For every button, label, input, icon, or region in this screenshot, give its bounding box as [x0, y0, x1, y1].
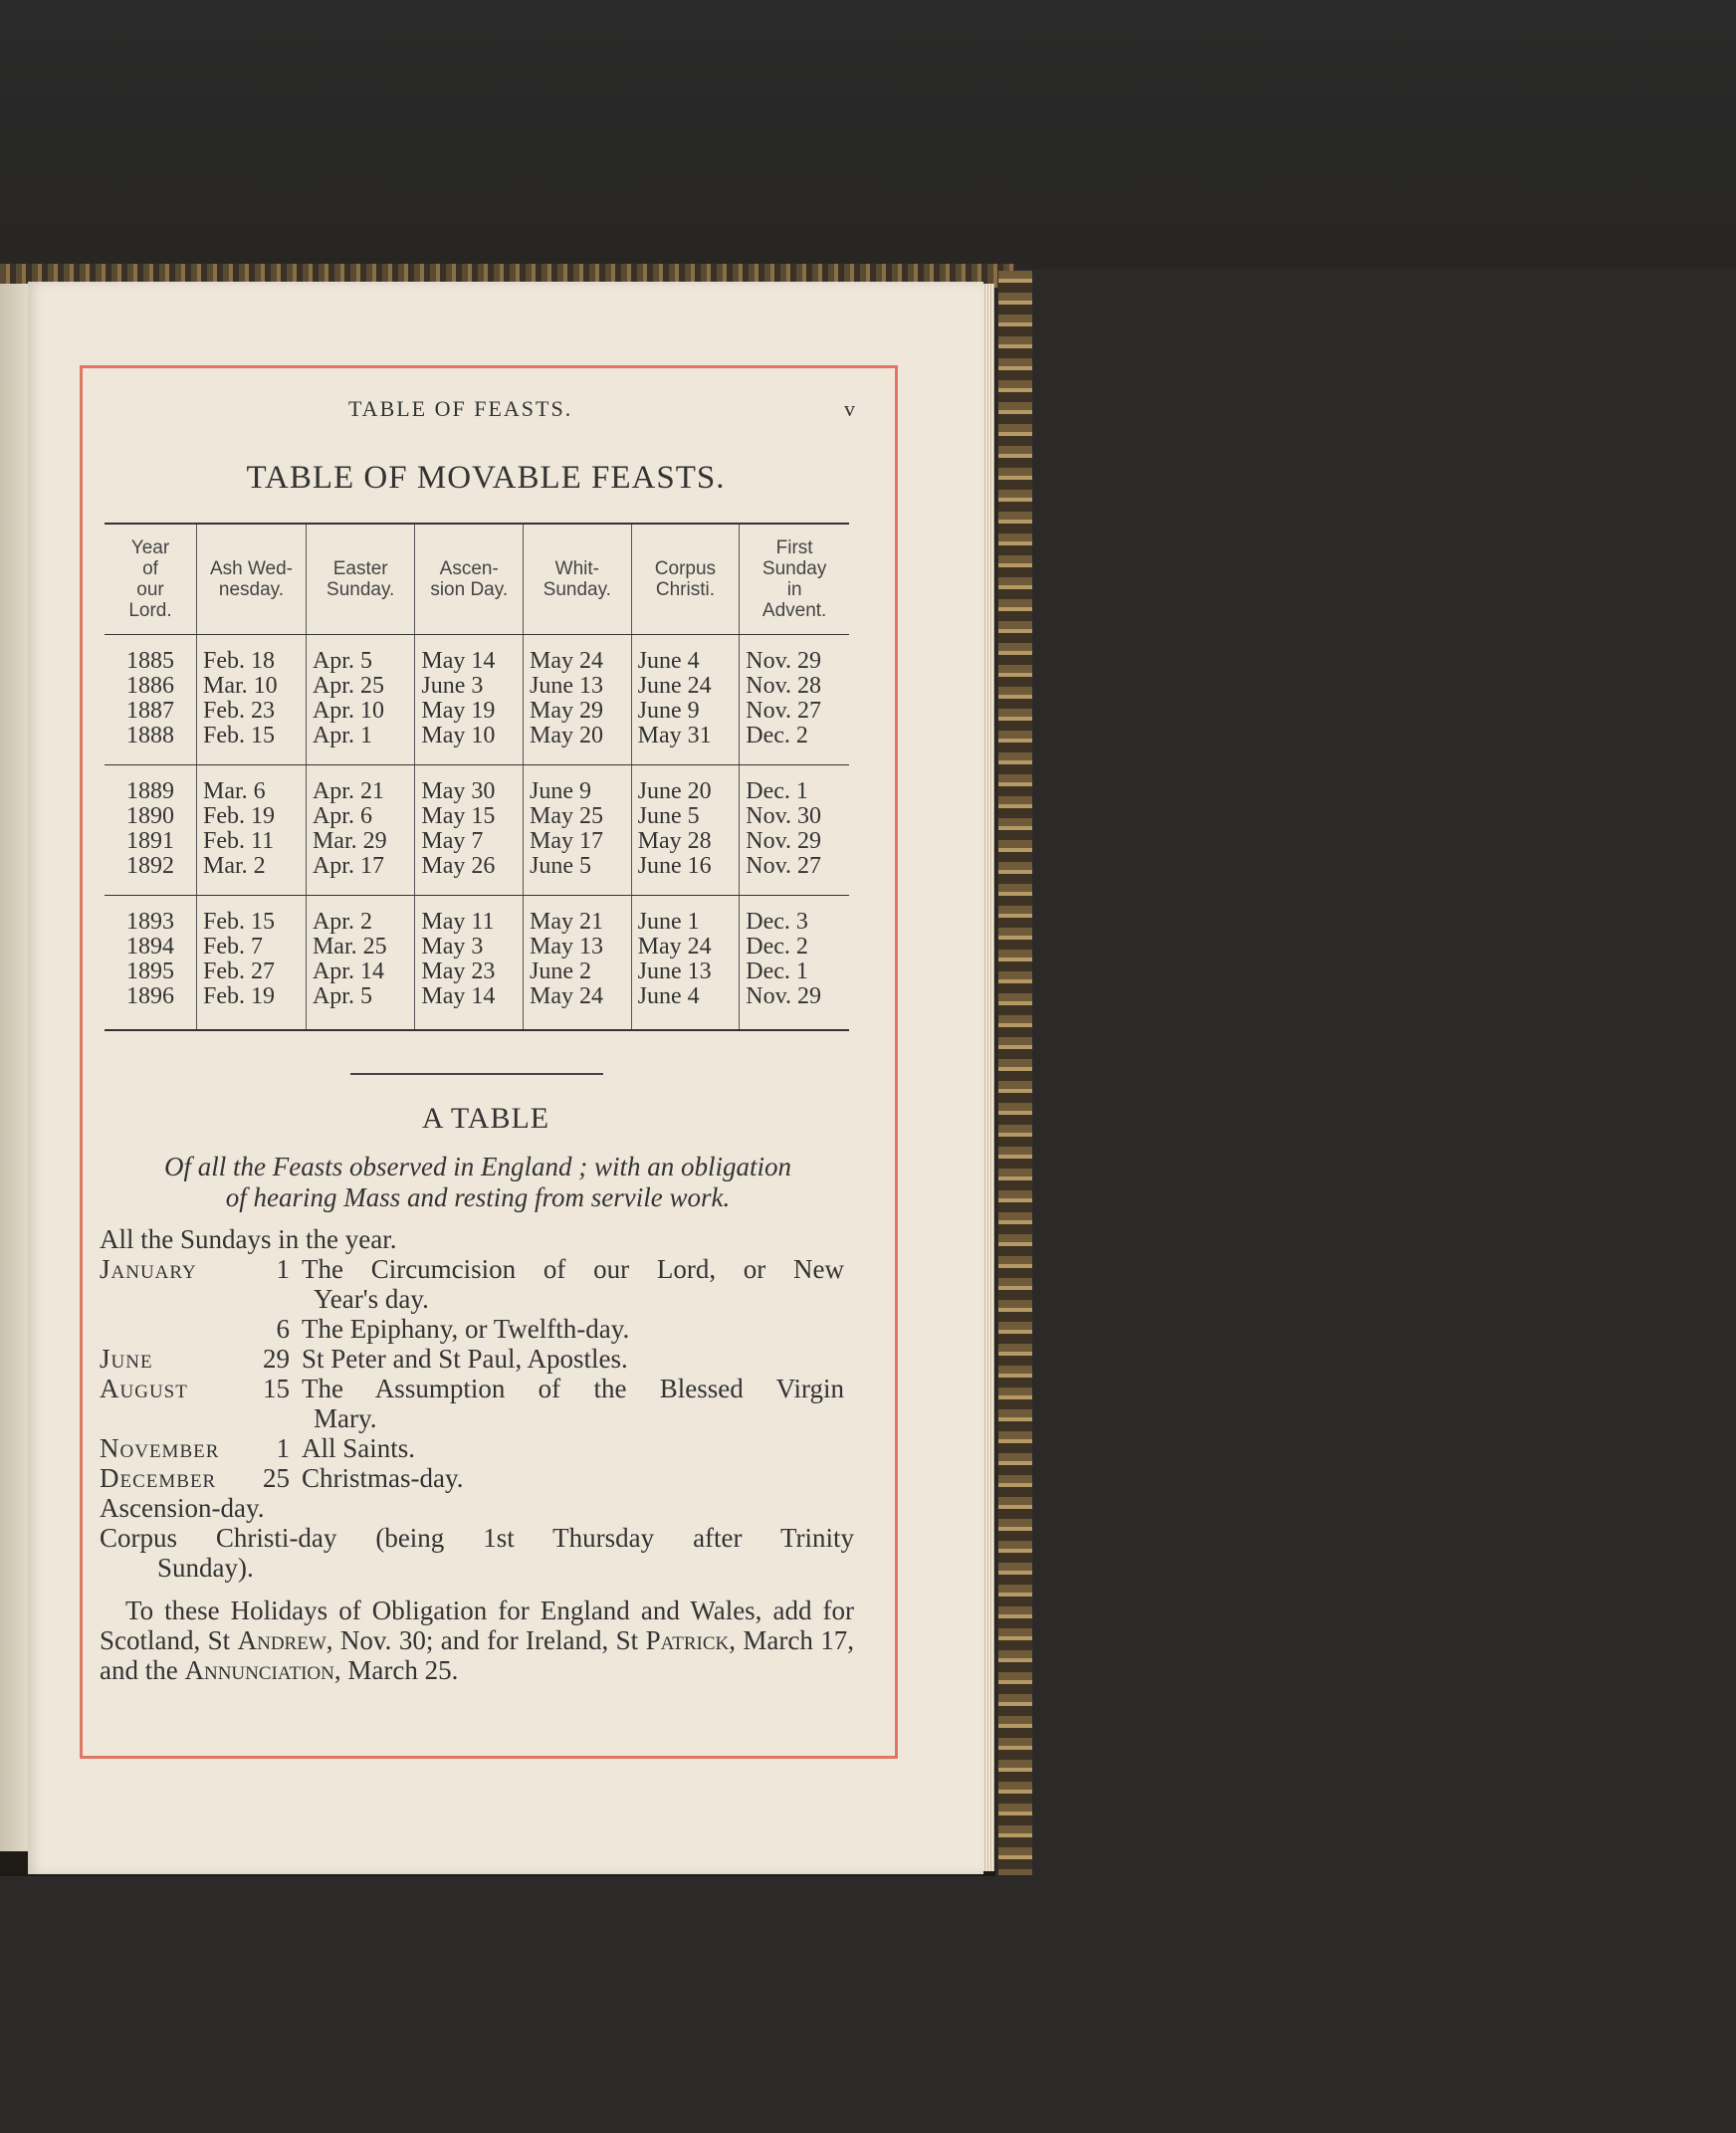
- date-cell: [197, 896, 307, 1031]
- year-value: 1891: [126, 828, 174, 854]
- year-value: 1893: [126, 909, 174, 935]
- date-cell: [197, 635, 307, 765]
- date-value: Nov. 28: [746, 673, 822, 699]
- year-cell: [105, 765, 197, 896]
- date-cell: [740, 896, 849, 1031]
- running-head: TABLE OF FEASTS.: [348, 396, 573, 421]
- date-value: May 3: [421, 934, 484, 960]
- feast-description: Christmas-day.: [302, 1463, 464, 1493]
- table-row-group: [105, 896, 849, 1031]
- date-cell: [306, 635, 414, 765]
- year-value: 1894: [126, 934, 174, 960]
- date-value: June 24: [637, 673, 712, 699]
- note-patrick: Patrick: [645, 1625, 730, 1655]
- column-header-line: Advent.: [761, 600, 827, 621]
- year-value: 1888: [126, 723, 174, 748]
- date-value: May 24: [637, 934, 712, 960]
- date-value: May 20: [530, 723, 604, 748]
- date-value: June 5: [637, 803, 700, 829]
- note-andrew: Andrew: [237, 1625, 326, 1655]
- feast-description-continued: Mary.: [314, 1403, 377, 1433]
- column-header: [631, 524, 740, 635]
- date-value: Dec. 3: [746, 909, 808, 935]
- date-value: Feb. 7: [203, 934, 263, 960]
- feast-day: 6: [276, 1314, 290, 1344]
- ascension-line: Ascension-day.: [100, 1493, 265, 1523]
- date-value: June 5: [530, 853, 592, 879]
- feast-month: August: [100, 1374, 188, 1403]
- backdrop: [0, 0, 1736, 269]
- date-cell: [524, 635, 632, 765]
- date-value: Nov. 29: [746, 983, 822, 1009]
- intro-line: All the Sundays in the year.: [100, 1224, 397, 1254]
- subtitle-line-2: of hearing Mass and resting from servile work.: [225, 1182, 731, 1212]
- column-header: [415, 524, 524, 635]
- column-header-line: Sunday.: [326, 579, 395, 600]
- feast-description: The Circumcision of our Lord, or New: [302, 1254, 844, 1284]
- year-value: 1886: [126, 673, 174, 699]
- column-header-line: Ash Wed-: [209, 558, 294, 579]
- date-value: Nov. 27: [746, 853, 822, 879]
- column-header-line: Easter: [332, 558, 388, 579]
- date-value: Mar. 6: [203, 778, 266, 804]
- feast-description-continued: Year's day.: [314, 1284, 429, 1314]
- subtitle-line-1: Of all the Feasts observed in England ; with an obligation: [164, 1152, 791, 1181]
- date-value: Nov. 29: [746, 648, 822, 674]
- column-header-line: Sunday: [761, 558, 827, 579]
- date-value: Dec. 2: [746, 934, 808, 960]
- year-value: 1892: [126, 853, 174, 879]
- date-value: Mar. 29: [312, 828, 387, 854]
- page-number: v: [844, 396, 855, 421]
- year-cell: [105, 635, 197, 765]
- note-text-c: , March 17, and the: [100, 1625, 855, 1685]
- column-header-line: sion Day.: [430, 579, 509, 600]
- table-header-row: [105, 524, 849, 635]
- section-subtitle: [100, 1152, 856, 1213]
- date-value: Feb. 19: [203, 983, 275, 1009]
- date-value: June 2: [530, 959, 592, 984]
- date-value: May 7: [421, 828, 484, 854]
- date-value: May 11: [421, 909, 495, 935]
- feast-month: June: [100, 1344, 153, 1374]
- date-value: May 23: [421, 959, 496, 984]
- feast-list: [100, 1224, 854, 1583]
- year-value: 1896: [126, 983, 174, 1009]
- date-cell: [415, 635, 524, 765]
- date-value: Apr. 5: [312, 648, 372, 674]
- corpus-line-2: Sunday).: [157, 1553, 254, 1583]
- column-header-line: of: [142, 558, 158, 579]
- date-cell: [631, 765, 740, 896]
- date-value: Apr. 17: [312, 853, 384, 879]
- date-value: May 13: [530, 934, 604, 960]
- date-value: Mar. 10: [203, 673, 278, 699]
- note-text-d: , March 25.: [333, 1655, 459, 1685]
- movable-feasts-table: [105, 523, 849, 1031]
- date-value: Feb. 11: [203, 828, 275, 854]
- date-value: June 1: [637, 909, 700, 935]
- feast-day: 29: [263, 1344, 290, 1374]
- date-cell: [631, 635, 740, 765]
- date-value: Dec. 1: [746, 778, 808, 804]
- feast-day: 1: [276, 1433, 290, 1463]
- feast-day: 1: [276, 1254, 290, 1284]
- date-value: Apr. 2: [312, 909, 372, 935]
- date-value: May 21: [530, 909, 604, 935]
- date-cell: [197, 765, 307, 896]
- date-value: Feb. 18: [203, 648, 275, 674]
- feast-day: 25: [263, 1463, 290, 1493]
- date-value: Feb. 19: [203, 803, 275, 829]
- date-value: June 20: [637, 778, 712, 804]
- feast-entry: [100, 1314, 854, 1344]
- date-value: Feb. 15: [203, 909, 275, 935]
- date-cell: [415, 765, 524, 896]
- date-value: May 14: [421, 648, 496, 674]
- date-cell: [524, 765, 632, 896]
- year-value: 1889: [126, 778, 174, 804]
- section-title: A TABLE: [421, 1102, 550, 1135]
- column-header: [197, 524, 307, 635]
- feast-description: All Saints.: [302, 1433, 416, 1463]
- date-value: May 26: [421, 853, 496, 879]
- feast-month: December: [100, 1463, 217, 1493]
- date-value: June 3: [421, 673, 484, 699]
- date-value: May 24: [530, 983, 604, 1009]
- date-value: June 16: [637, 853, 712, 879]
- date-cell: [524, 896, 632, 1031]
- date-value: June 4: [637, 648, 700, 674]
- date-value: Feb. 27: [203, 959, 275, 984]
- column-header-line: Lord.: [128, 600, 172, 621]
- year-cell: [105, 896, 197, 1031]
- table-title: TABLE OF MOVABLE FEASTS.: [246, 460, 726, 496]
- table-row-group: [105, 765, 849, 896]
- date-value: Mar. 2: [203, 853, 266, 879]
- date-value: June 9: [530, 778, 592, 804]
- feast-month: January: [100, 1254, 197, 1284]
- column-header-line: Sunday.: [542, 579, 611, 600]
- date-cell: [740, 765, 849, 896]
- date-cell: [631, 896, 740, 1031]
- date-value: May 31: [637, 723, 712, 748]
- date-cell: [306, 896, 414, 1031]
- date-value: June 9: [637, 698, 700, 724]
- date-value: Apr. 14: [312, 959, 384, 984]
- year-value: 1890: [126, 803, 174, 829]
- note-text-a: To these Holidays of Obligation for England and Wales, add for Scotland, St: [100, 1596, 854, 1655]
- date-value: May 25: [530, 803, 604, 829]
- date-value: May 24: [530, 648, 604, 674]
- year-value: 1887: [126, 698, 174, 724]
- note-annunciation: Annunciation: [184, 1655, 334, 1685]
- feast-description: The Assumption of the Blessed Virgin: [302, 1374, 844, 1403]
- column-header: [306, 524, 414, 635]
- column-header: [740, 524, 849, 635]
- feast-entry: [100, 1463, 854, 1493]
- feast-entry: [100, 1344, 854, 1374]
- date-value: Apr. 25: [312, 673, 384, 699]
- column-header-line: Year: [130, 537, 170, 558]
- holiday-note: [100, 1596, 854, 1685]
- corpus-line-1: Corpus Christi-day (being 1st Thursday after Trinity: [100, 1523, 854, 1553]
- feast-month: November: [100, 1433, 220, 1463]
- date-cell: [415, 896, 524, 1031]
- date-value: Mar. 25: [312, 934, 387, 960]
- column-header-line: Ascen-: [439, 558, 499, 579]
- date-value: June 13: [530, 673, 604, 699]
- date-value: Nov. 30: [746, 803, 822, 829]
- column-header-line: Christi.: [655, 579, 715, 600]
- date-value: Feb. 15: [203, 723, 275, 748]
- date-value: Apr. 10: [312, 698, 384, 724]
- date-value: Apr. 5: [312, 983, 372, 1009]
- date-cell: [740, 635, 849, 765]
- date-value: June 13: [637, 959, 712, 984]
- date-value: May 14: [421, 983, 496, 1009]
- date-value: Dec. 1: [746, 959, 808, 984]
- date-value: Feb. 23: [203, 698, 275, 724]
- feast-day: 15: [263, 1374, 290, 1403]
- date-value: Dec. 2: [746, 723, 808, 748]
- date-value: May 17: [530, 828, 604, 854]
- date-value: Apr. 1: [312, 723, 372, 748]
- feast-description: St Peter and St Paul, Apostles.: [302, 1344, 628, 1374]
- date-value: June 4: [637, 983, 700, 1009]
- section-divider: [350, 1073, 603, 1075]
- date-value: Nov. 29: [746, 828, 822, 854]
- year-value: 1885: [126, 648, 174, 674]
- column-header-line: nesday.: [218, 579, 285, 600]
- column-header: [524, 524, 632, 635]
- date-value: May 15: [421, 803, 496, 829]
- feast-entry: [100, 1374, 854, 1403]
- feast-entry: [100, 1433, 854, 1463]
- note-text-b: , Nov. 30; and for Ireland, St: [326, 1625, 646, 1655]
- column-header-line: First: [775, 537, 813, 558]
- date-value: May 28: [637, 828, 712, 854]
- facing-page-edge: [0, 284, 30, 1851]
- year-value: 1895: [126, 959, 174, 984]
- date-cell: [306, 765, 414, 896]
- date-value: May 19: [421, 698, 496, 724]
- column-header-line: Whit-: [554, 558, 599, 579]
- column-header: [105, 524, 197, 635]
- date-value: Apr. 6: [312, 803, 372, 829]
- column-header-line: our: [136, 579, 164, 600]
- date-value: May 29: [530, 698, 604, 724]
- column-header-line: in: [786, 579, 802, 600]
- gilt-spine-edge: [998, 271, 1032, 1875]
- date-value: Apr. 21: [312, 778, 384, 804]
- table-row-group: [105, 635, 849, 765]
- feast-description: The Epiphany, or Twelfth-day.: [302, 1314, 630, 1344]
- date-value: May 30: [421, 778, 496, 804]
- column-header-line: Corpus: [654, 558, 717, 579]
- date-value: Nov. 27: [746, 698, 822, 724]
- feast-entry: [100, 1254, 854, 1284]
- date-value: May 10: [421, 723, 496, 748]
